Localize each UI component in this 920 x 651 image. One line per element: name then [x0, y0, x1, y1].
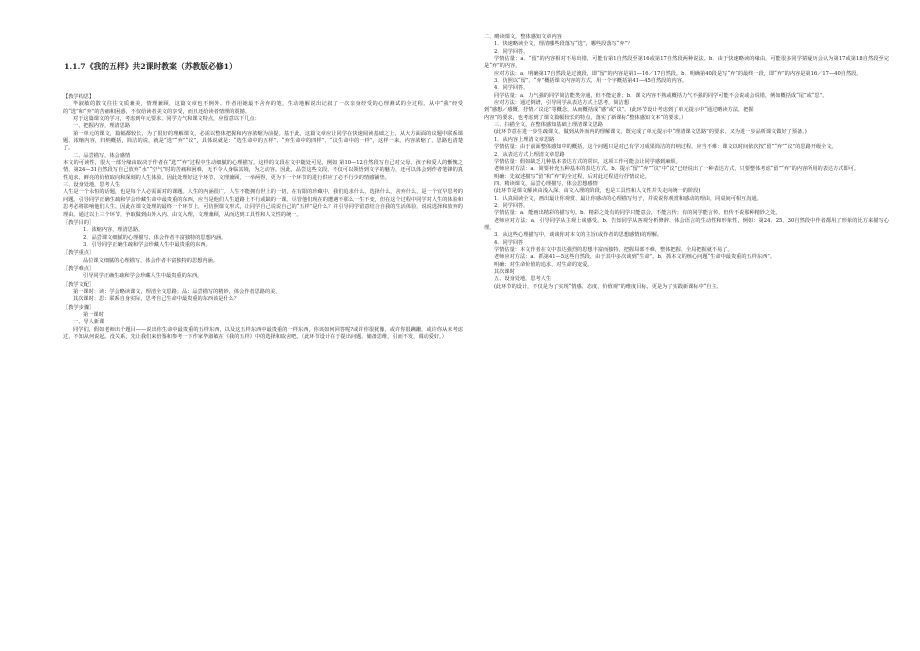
- left-paragraph: 三、设身处地，思考人生: [63, 182, 121, 189]
- right-paragraph: 学情估量：a．“留”的内容相对不易出错，可能有第1自然段至第16或第17自然段两种说法。b．由于快速略读的缘由，可能很多同学猜疑历会认为第17或第18自然段至完是“弃”的内容。: [484, 56, 889, 70]
- right-paragraph: 4．同学回答。: [494, 85, 529, 92]
- right-paragraph: 二、略读课文，整体感知文章内容: [484, 34, 562, 40]
- right-paragraph: 2．从表达方式上理清文章思路: [494, 151, 565, 158]
- left-paragraph: 本文的可读性，很大一部分缘由取决于作者在“选”“弃”过程中生动细腻的心理描写。这样的文段在文中随处可见，例如 第10—12自然段写自己对父母、孩子和爱人的惭愧之情，第24—31自然段写自己放弃“水”“空气”时的苦痛和困难，无不令人身临其境，为之动容。因此，品尝这些文段，不仅可以领悟到文字的魅力，还可以体会到作者笔锋的真性追求、鲜亮的价值取向和深刻的人生体验。因此处理好这个环节，文理兼顾，一举两得，更为下一个环节的进行供应了必不行少的情感铺垫。: [63, 160, 463, 181]
- left-paragraph: 1．浓缩内容，理清思路。: [83, 227, 144, 234]
- right-paragraph: 学情估量：假如缺乏几种基本表达方式的常识，这项工作可能会让同学感到麻烦。: [494, 158, 681, 165]
- left-paragraph: 毕淑敏的散文往往文质兼美，情理兼顾，这篇文章也不例外。作者用她最不舍弃的笔，生动地解说出记叙了一次亲身经受的心理测试的全过程。从中“我”经受的“选”和“弃”的苦痛和困惑，不仅给读者美文的享受，而且还给读者情理的震撼。: [63, 101, 463, 115]
- right-paragraph: 到“感想／感慨、抒情／议论”等概念，从而概括成“感”或“议”。(此环节设计考虑到了单元提示中“通过略读方法，把握: [484, 107, 754, 114]
- right-paragraph: 2．同学回答。: [494, 202, 529, 209]
- right-paragraph: 五、设身处地，思考人生: [494, 276, 552, 283]
- right-paragraph: 2．同学回答。: [494, 48, 529, 55]
- left-paragraph: 一、把握内容，理清思路: [73, 123, 131, 130]
- right-paragraph: (此环节是课文解读由浅入深、由文入理的阶段，也是工具性和人文性并失走向统一的阶段): [494, 188, 701, 195]
- left-paragraph: ［教学重点］: [63, 250, 95, 257]
- right-paragraph: (此环节意在进一步生疏课文，做到从外而内的理解课文，既完成了单元提示中“理清课文思路”的要求，又为进一步品析课文做好了预备。): [494, 129, 807, 136]
- right-paragraph: 3．从这些心理描写中，谈谈你对本文的主旨(或作者的思想感情)的理解。: [494, 232, 663, 239]
- left-paragraph: ［教学文配］: [63, 281, 95, 288]
- left-paragraph: 同学们，假如老师出个题目——说出你生命中最贵重的五样东西，以及这五样东西中最贵重的一样东西，你该如何回答呢?或许你很犹豫，或许你很蹒跚，或许你从未考虑过，不知从何说起。没关系，先让我们来倍鉴和参考一下作家毕淑敏在《我的五样》中的选择和取舍吧。（此环节设计在于提出问题，储备思维，引而不发，调动爱好。）: [63, 326, 463, 340]
- right-paragraph: 明确：对生命价值的追求、对生命的宠爱。: [494, 261, 593, 268]
- document-title: 1.1.7《我的五样》共2课时教案（苏教版必修1）: [64, 62, 237, 71]
- right-paragraph: 1．快速略读全文，理清哪些段落写“选”，哪些段落写“弃”？: [494, 41, 633, 48]
- right-paragraph: 三、扫描全文，在整体感知基础上理清课文思路: [494, 122, 603, 129]
- left-paragraph: 一、导人新课: [73, 319, 105, 326]
- left-paragraph: ［教学目的］: [63, 219, 95, 226]
- right-paragraph: 内容”的要求，也考虑到了课文篇幅较长的特点，落实了新课标“整体感知文本”的要求。）: [484, 114, 687, 121]
- left-paragraph: 引导同学正确生疏和学会珍藏人生中最贵重的东西。: [83, 273, 203, 280]
- left-paragraph: 品位课文细腻的心理描写，体会作者丰富独特的思想内涵。: [83, 257, 218, 264]
- right-paragraph: 四、精读课文，品尝心理描写，体会思想感情: [494, 180, 598, 187]
- right-paragraph: 学情估量：由于前面整体感知中的概括，这个问题只是对已有学习成果简洁的归纳过程，应当不难：课文以时间依次按“留”“弃”“议”的思路开级全文。: [494, 144, 837, 151]
- right-paragraph: 其次课时: [494, 269, 515, 275]
- left-paragraph: ［教学步骤］: [63, 304, 95, 311]
- right-paragraph: 老师应对方法：a．抓第41—5这些自然段，由于其中多次谈到“生命”。b．抓本文的核心问题“生命中最贵重的五样东西”。: [494, 254, 776, 261]
- left-column: [63, 61, 463, 341]
- left-paragraph: 第一课时：读：学会略读课文，理清全文思路；品：品尝描写的精妙，体会作者思路的美。: [73, 288, 281, 295]
- right-paragraph: 4．同学回答: [494, 239, 524, 246]
- left-paragraph: 二、品尝描写，体会感情: [73, 152, 131, 159]
- right-paragraph: 1．从内容上理清文章思路: [494, 136, 555, 143]
- right-paragraph: 1．认真阅读全文，画出最让你观赏、最让你感动的心理描写句子，并说说你观赏和感动的理由，同桌间可相互沟通。: [494, 195, 762, 202]
- left-paragraph: 3．引导同学正确生疏和学会珍藏人生中最贵重的东西。: [83, 241, 211, 248]
- right-paragraph: 明确：先叙述描写“留”和“弃”的全过程，后对此过程进行抒情议论。: [494, 173, 650, 180]
- right-paragraph: 学情估量：本文作者在文中表达强烈的思想丰富而独特，把握局部不难，整体把握、全局把握就不易了。: [494, 246, 733, 253]
- right-paragraph: (此环节的设计，不仅是为了实现“情感、态度、价值观”的维度目标，更是为了实践新课标中“自主、: [494, 283, 722, 290]
- right-column: [484, 34, 889, 291]
- left-paragraph: 人生是一个永恒的话题，也是每个人必需面对的课题。人生的内涵很广，人生不能拥有世上的一切，在有限的珍藏中，我们追求什么，选择什么，舍弃什么，是一个宜早思考的问题。引导同学正确生疏和学会珍藏生命中最贵重的东西，应当是他们人生道路上不行或缺的一课。尽管他们现在的遭遇不那么一生不变，但在这个过程中同学对人生的体验和思考必将影响他们人生。因此在课文处理的最终一个环节上，可仿照课文形式，让同学自己说说自己的“五样”是什么？并引导同学留意结合自我的生活体验，说说选择和放弃的理由。通过以上三个环节，争取做到由外入内、由文入理，文理兼顾，从而达到工具性和人文性的统一。: [63, 189, 463, 218]
- left-paragraph: 对于这篇课文的学习，考虑到年元要求、同学力气和课文特点，应留意以下几点：: [73, 116, 260, 123]
- right-paragraph: 老师应对方法：a．简要补充五种基本的表达方式。b．提示“留”“弃”“议”中“议”已经说出了一种表达方式，只要整体考虑“留”“弃”的内容所用的表达方式即可。: [494, 166, 860, 173]
- right-paragraph: 应对方法：通过倒谱，引导同学从表达方式上思考，简洁想: [494, 100, 629, 107]
- right-column-body: [484, 34, 889, 291]
- right-paragraph: 老师应对方法：a．引导同学从主观上谈感受。b．告知同学从客观分析修辞、体会语言的生动性和形象性，例如：第24、25、30自然段中作者都用了形象的比方来描写心理。: [484, 217, 889, 231]
- left-paragraph: 【教学构思】: [63, 94, 95, 100]
- left-paragraph: 第一课时: [83, 311, 104, 318]
- right-paragraph: 3．仿照以“留”、“弃”概括课文内容的方式，用一个字概括第41—45自然段的内容。: [494, 78, 688, 85]
- left-paragraph: 其次课时：思：联系自身实际，思考自己生命中最贵重的东西该是什么？: [73, 296, 240, 303]
- left-paragraph: 第一单元的课文，篇幅都较长，为了很好的理解课文，必需以整体把握和内容浓缩为前提。基于此，这篇文章应让同学在快速阅读基础之上，从大方面面的议题中联系课题、浓缩内容，归纳概括，简洁的说，就是“选”“弃”“议”，具体说就是：“选生命中的五样”、“弃生命中的四样”、“议生命中的一样”，这样一来，内容浓缩了，思路也清楚了。: [63, 130, 463, 152]
- left-paragraph: ［教学难点］: [63, 265, 95, 272]
- right-paragraph: 同学估量：a．力气强的同学简洁能类旁通，但不能定准；b．课文内容不熟或概括力气不强的同学可能不会说或会说错，例如概括成“尾”或“思”。: [494, 92, 828, 99]
- left-column-body: [63, 94, 463, 341]
- right-paragraph: 学情估量：a．能画出精彩的描写句。b．精彩之处有的同学只能意会，不能言传；有的同学能言传，但传不说那种精妙之处。: [494, 210, 781, 217]
- left-paragraph: 2．品尝课文细腻的心理描写，体会作者丰富独特的思想内涵。: [83, 234, 227, 241]
- right-paragraph: 应对方法：a．明确第17自然段是过渡段，即“留”的内容是第1—16／17自然段。b．明确第40段是写“弃”的最终一段，即“弃”的内容是第16／17—40自然段。: [494, 70, 862, 77]
